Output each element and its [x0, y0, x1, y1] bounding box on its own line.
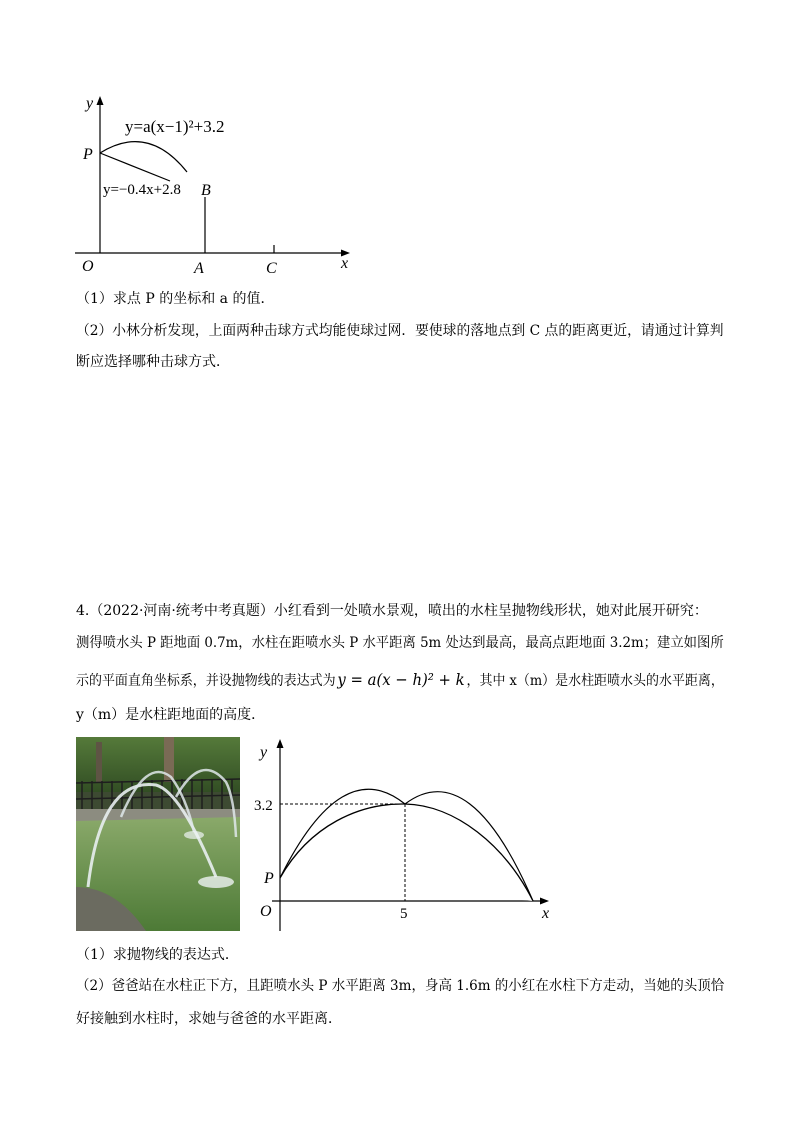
y-axis-arrow-icon — [97, 96, 104, 105]
origin-label: O — [82, 258, 94, 275]
straight-line — [100, 153, 170, 181]
line-equation-label: y=−0.4x+2.8 — [103, 182, 181, 198]
parabola-curve — [100, 142, 187, 172]
problem-4-header-line-3 — [76, 670, 724, 691]
point-p-label: P — [83, 146, 93, 163]
origin-label: O — [260, 903, 272, 920]
point-c-label: C — [266, 260, 277, 277]
problem-4-header-line-1: 4.（2022·河南·统考中考真题）小红看到一处喷水景观，喷出的水柱呈抛物线形状，她对此展开研究： — [76, 603, 708, 619]
axis-label-y: y — [86, 95, 94, 112]
x-axis-arrow-icon — [540, 898, 549, 905]
problem-3-question-1: （1）求点 P 的坐标和 a 的值． — [76, 291, 275, 307]
axis-label-y: y — [260, 744, 268, 761]
problem-4-question-2-line-1: （2）爸爸站在水柱正下方，且距喷水头 P 水平距离 3m，身高 1.6m 的小红在水柱下方走动，当她的头顶恰 — [76, 978, 725, 994]
point-b-label: B — [201, 182, 211, 199]
y-tick-label: 3.2 — [254, 798, 273, 814]
header-line-3-suffix: ，其中 x（m）是水柱距喷水头的水平距离， — [466, 673, 724, 689]
fountain-photo — [76, 737, 240, 931]
problem-4-question-2-line-2: 好接触到水柱时，求她与爸爸的水平距离． — [76, 1011, 342, 1027]
problem-4-header-line-2: 测得喷水头 P 距地面 0.7m，水柱在距喷水头 P 水平距离 5m 处达到最高，最高点距地面 3.2m；建立如图所 — [76, 635, 724, 651]
curve-equation-label: y=a(x−1)²+3.2 — [125, 117, 225, 136]
parabola-formula: y = a(x − h)² + k — [337, 670, 465, 689]
x-tick-label: 5 — [400, 906, 408, 922]
y-axis-arrow-icon — [277, 739, 284, 748]
problem-4-header-line-4: y（m）是水柱距地面的高度． — [76, 707, 266, 723]
axis-label-x: x — [341, 255, 349, 272]
problem-3-question-2-line-2: 断应选择哪种击球方式． — [76, 354, 230, 370]
problem-3-question-2-line-1: （2）小林分析发现，上面两种击球方式均能使球过网．要使球的落地点到 C 点的距离更近，请通过计算判 — [76, 323, 724, 339]
axis-label-x: x — [542, 905, 550, 922]
problem-4-question-1: （1）求抛物线的表达式． — [76, 947, 239, 963]
point-a-label: A — [194, 260, 204, 277]
header-line-3-prefix: 示的平面直角坐标系，并设抛物线的表达式为 — [76, 673, 336, 689]
point-p-label: P — [264, 870, 274, 887]
figure-1-coordinate-diagram — [70, 90, 370, 280]
figure-2-parabola-graph — [250, 735, 570, 935]
